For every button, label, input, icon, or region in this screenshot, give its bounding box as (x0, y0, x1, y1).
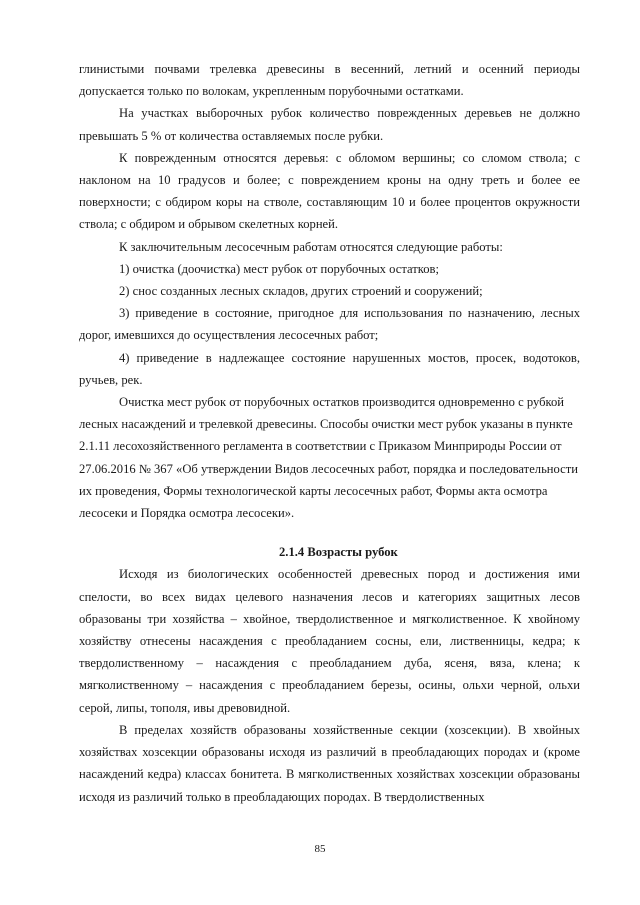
list-item-2: 2) снос созданных лесных складов, других строений и сооружений; (119, 284, 483, 299)
paragraph-skidding-continuation: глинистыми почвами трелевка древесины в весенний, летний и осенний периоды допускается только по волокам, укрепленным порубочными остатками. (79, 62, 580, 99)
paragraph-economic-units: Исходя из биологических особенностей древесных пород и достижения ими спелости, во всех видах целевого назначения лесов и категориях защитных лесов образованы три хозяйства – хвойное, твердолиственное и мягколиственное. К хвойному хозяйству отнесены насаждения с преобладанием сосны, ели, лиственницы, кедра; к твердолиственному – насаждения с преобладанием дуба, ясеня, вяза, клена; к мягколиственному – насаждения с преобладанием березы, осины, ольхи черной, ольхи серой, липы, тополя, ивы древовидной. (79, 567, 580, 715)
section-heading: 2.1.4 Возрасты рубок (279, 545, 398, 560)
paragraph-final-works-intro: К заключительным лесосечным работам относятся следующие работы: (119, 239, 503, 254)
page-number: 85 (314, 843, 326, 855)
paragraph-cleanup-methods: Очистка мест рубок от порубочных остатков производится одновременно с рубкой лесных насаждений и трелевкой древесины. Способы очистки мест рубок указаны в пункте 2.1.11 лесохозяйственного регламента в соответствии с Приказом Минприроды России от 27.06.2016 № 367 «Об утверждении Видов лесосечных работ, порядка и последовательности их проведения, Формы технологической карты лесосечных работ, Формы акта осмотра лесосеки и Порядка осмотра лесосеки». (79, 395, 578, 521)
list-item-1: 1) очистка (доочистка) мест рубок от порубочных остатков; (119, 261, 439, 276)
document-page (79, 58, 580, 808)
list-item-4: 4) приведение в надлежащее состояние нарушенных мостов, просек, водотоков, ручьев, рек. (79, 350, 580, 387)
paragraph-economic-sections: В пределах хозяйств образованы хозяйственные секции (хозсекции). В хвойных хозяйствах хозсекции образованы исходя из различий в преобладающих породах и (кроме насаждений кедра) классах бонитета. В мягколиственных хозяйствах хозсекции образованы исходя из различий только в преобладающих породах. В твердолиственных (79, 722, 580, 804)
paragraph-damaged-trees-limit: На участках выборочных рубок количество поврежденных деревьев не должно превышать 5 % от количества оставляемых после рубки. (79, 106, 580, 143)
list-item-3: 3) приведение в состояние, пригодное для использования по назначению, лесных дорог, имевшихся до осуществления лесосечных работ; (79, 306, 580, 343)
paragraph-damaged-trees-definition: К поврежденным относятся деревья: с обломом вершины; со сломом ствола; с наклоном на 10 градусов и более; с повреждением кроны на одну треть и более ее поверхности; с обдиром коры на стволе, составляющим 10 и более процентов окружности ствола; с обдиром и обрывом скелетных корней. (79, 150, 580, 232)
